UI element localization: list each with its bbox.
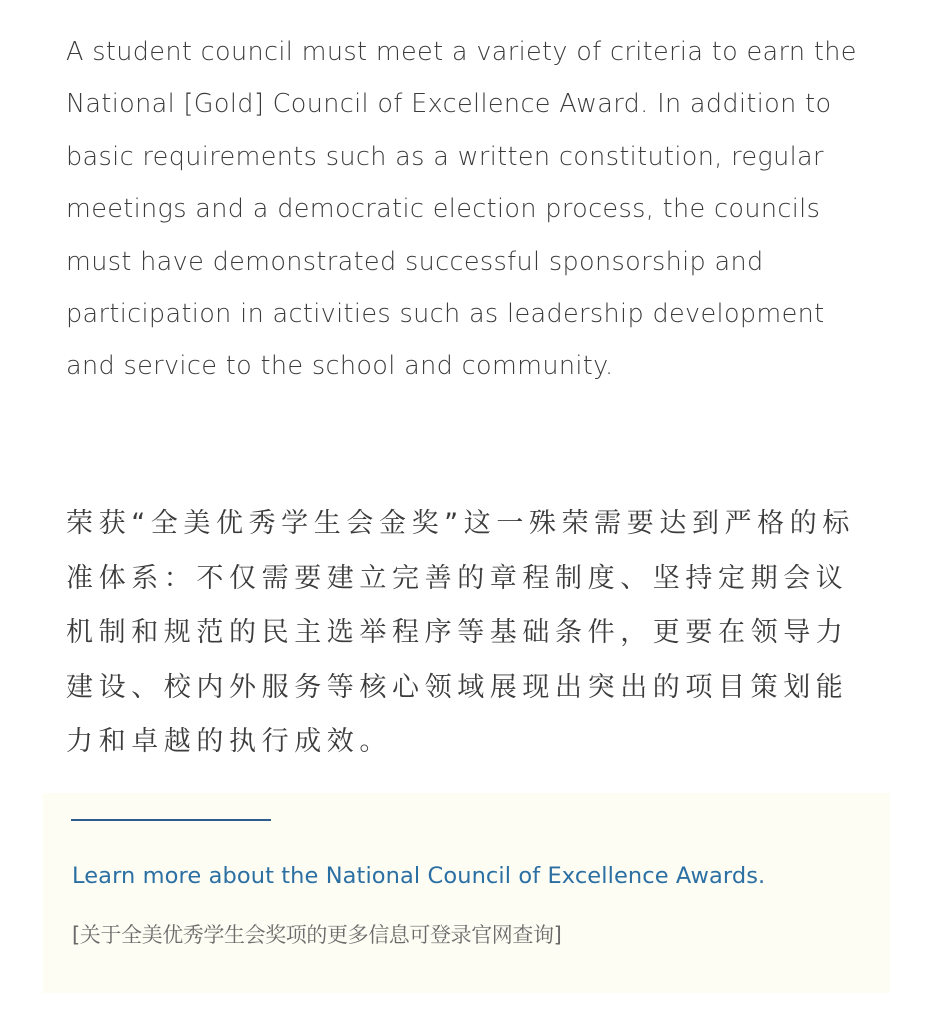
paragraph-english: A student council must meet a variety of criteria to earn the National [Gold] Council of Excellence Award. In addition to basic requirements such as a written constitution, regular meetings and a democratic election process, the councils must have demonstrated successful sponsorship and participation in activities such as leadership development and service to the school and community.: [66, 37, 857, 382]
article-body: [66, 26, 866, 757]
learn-more-link[interactable]: Learn more about the National Council of Excellence Awards.: [72, 863, 766, 889]
learn-more-note-chinese: [关于全美优秀学生会奖项的更多信息可登录官网查询]: [72, 923, 562, 947]
paragraph-chinese: 荣获“全美优秀学生会金奖”这一殊荣需要达到严格的标准体系：不仅需要建立完善的章程制度、坚持定期会议机制和规范的民主选举程序等基础条件，更要在领导力建设、校内外服务等核心领域展现出突出的项目策划能力和卓越的执行成效。: [66, 508, 855, 757]
learn-more-box: [43, 793, 890, 993]
divider-rule: [71, 819, 271, 821]
